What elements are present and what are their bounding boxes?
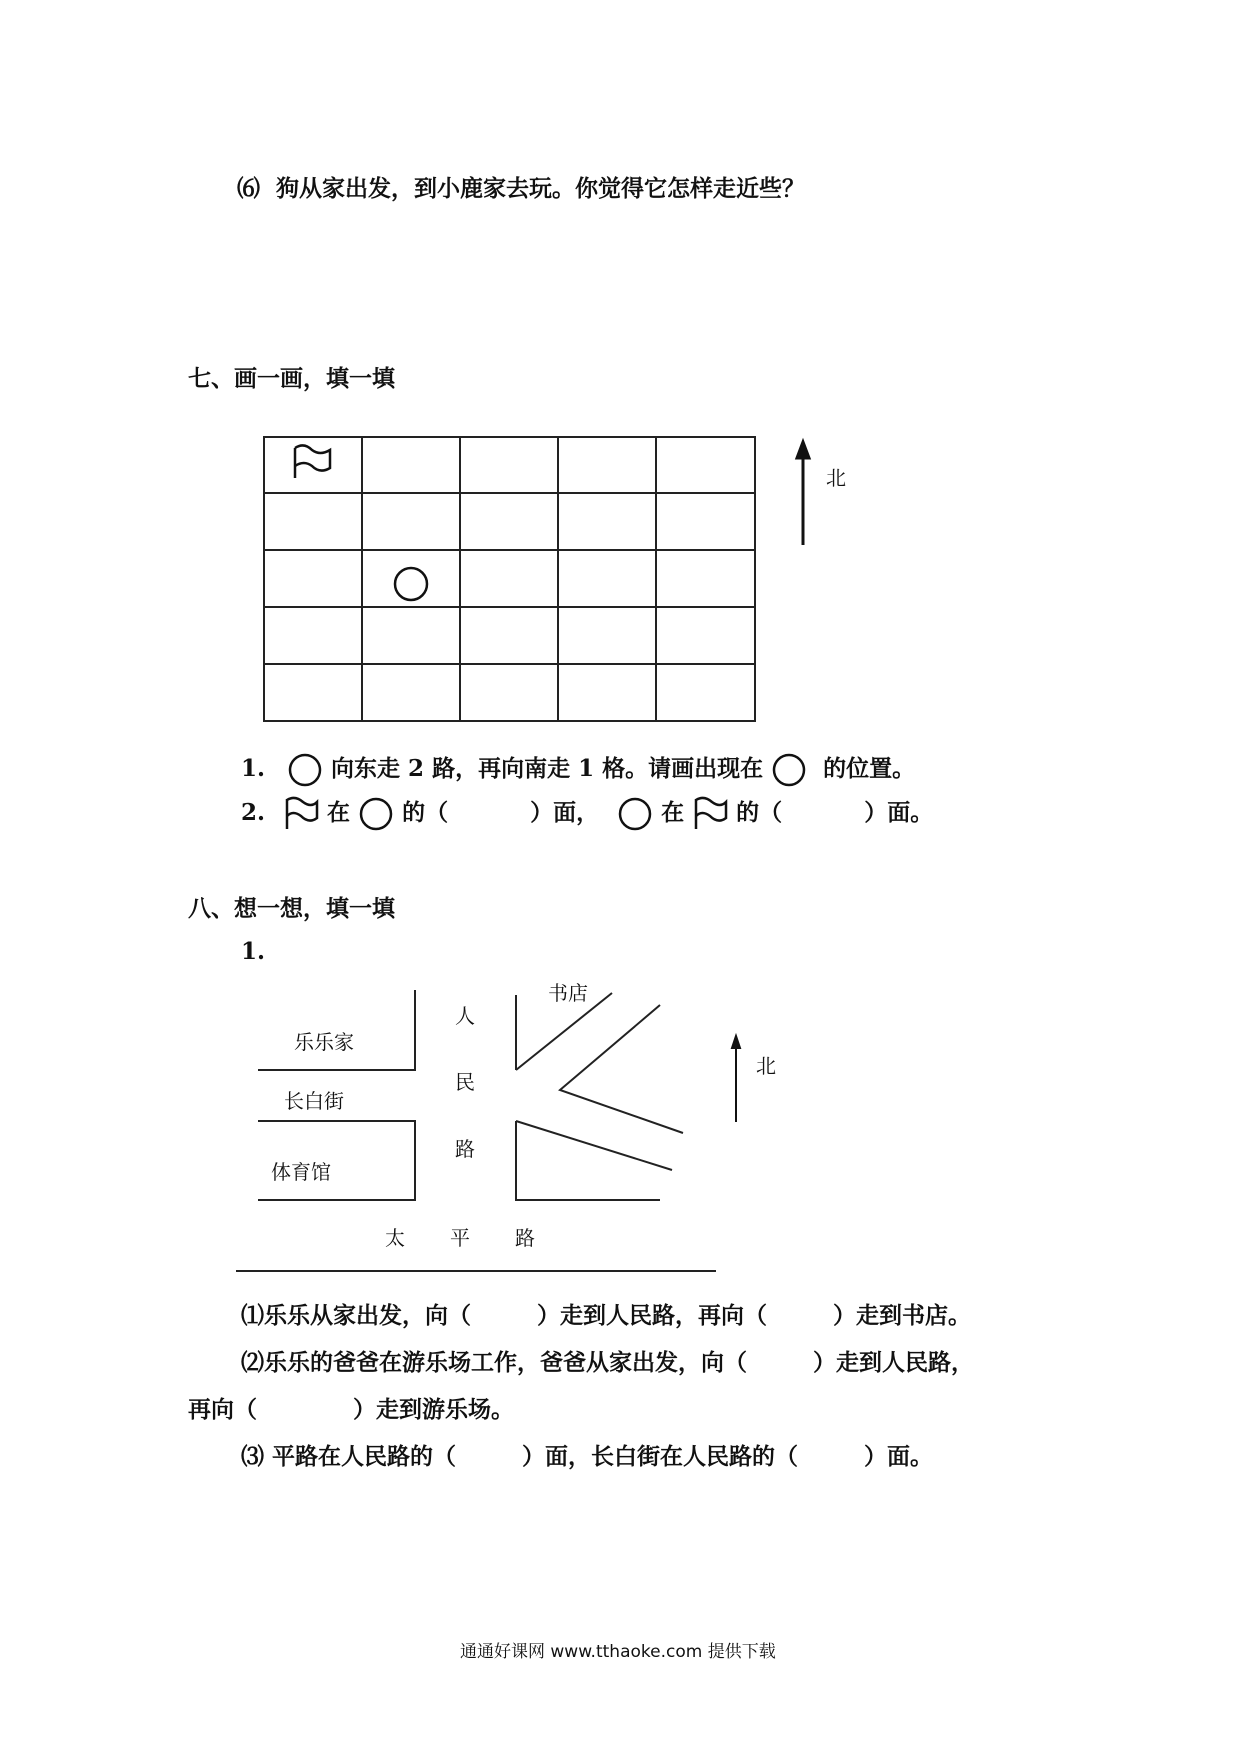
item-2-zai: 在 [327,799,351,826]
road-fork [560,1005,683,1133]
label-lele-home: 乐乐家 [294,1030,354,1054]
item-1-text: 向东走 2 路，再向南走 1 格。请画出现在 [331,755,764,782]
label-gym: 体育馆 [271,1160,331,1184]
block-south-east [516,1121,660,1200]
section-8-title: 八、想一想，填一填 [188,895,395,922]
label-renmin-3: 路 [455,1137,475,1161]
item-2-zai-2: 在 [661,799,685,826]
item-2-de: 的（ [402,799,449,826]
item-2-number: 2. [241,799,266,826]
section-7-title: 七、画一画，填一填 [188,365,395,392]
label-renmin-2: 民 [455,1070,475,1094]
item-2-mian-2: ）面。 [864,799,934,826]
label-taiping-2: 平 [450,1226,470,1250]
section-8-q2: ⑵乐乐的爸爸在游乐场工作，爸爸从家出发，向（ ）走到人民路， [241,1349,974,1376]
item-2-de-2: 的（ [736,799,783,826]
section-8-q1: ⑴乐乐从家出发，向（ ）走到人民路，再向（ ）走到书店。 [241,1302,971,1329]
section-8-number: 1. [241,938,266,965]
label-taiping-3: 路 [515,1226,535,1250]
section-8-q3: ⑶ 平路在人民路的（ ）面，长白街在人民路的（ ）面。 [241,1443,934,1470]
north-label-7: 北 [826,466,846,490]
label-bookstore: 书店 [548,981,588,1005]
label-changbai-street: 长白街 [284,1089,344,1113]
item-1-number: 1. [241,755,266,782]
label-renmin-1: 人 [455,1004,475,1028]
north-label-8: 北 [756,1054,776,1078]
item-2-mian: ）面， [530,799,600,826]
item-1-text-end: 的位置。 [823,755,916,782]
north-arrow-icon [732,1036,740,1122]
section-8-q2-cont: 再向（ ）走到游乐场。 [188,1396,514,1423]
question-6-number: ⑹ [237,175,260,202]
label-taiping-1: 太 [385,1226,405,1250]
question-6-text: 狗从家出发，到小鹿家去玩。你觉得它怎样走近些？ [276,175,806,202]
footer: 通通好课网 www.tthaoke.com 提供下载 [460,1642,776,1662]
